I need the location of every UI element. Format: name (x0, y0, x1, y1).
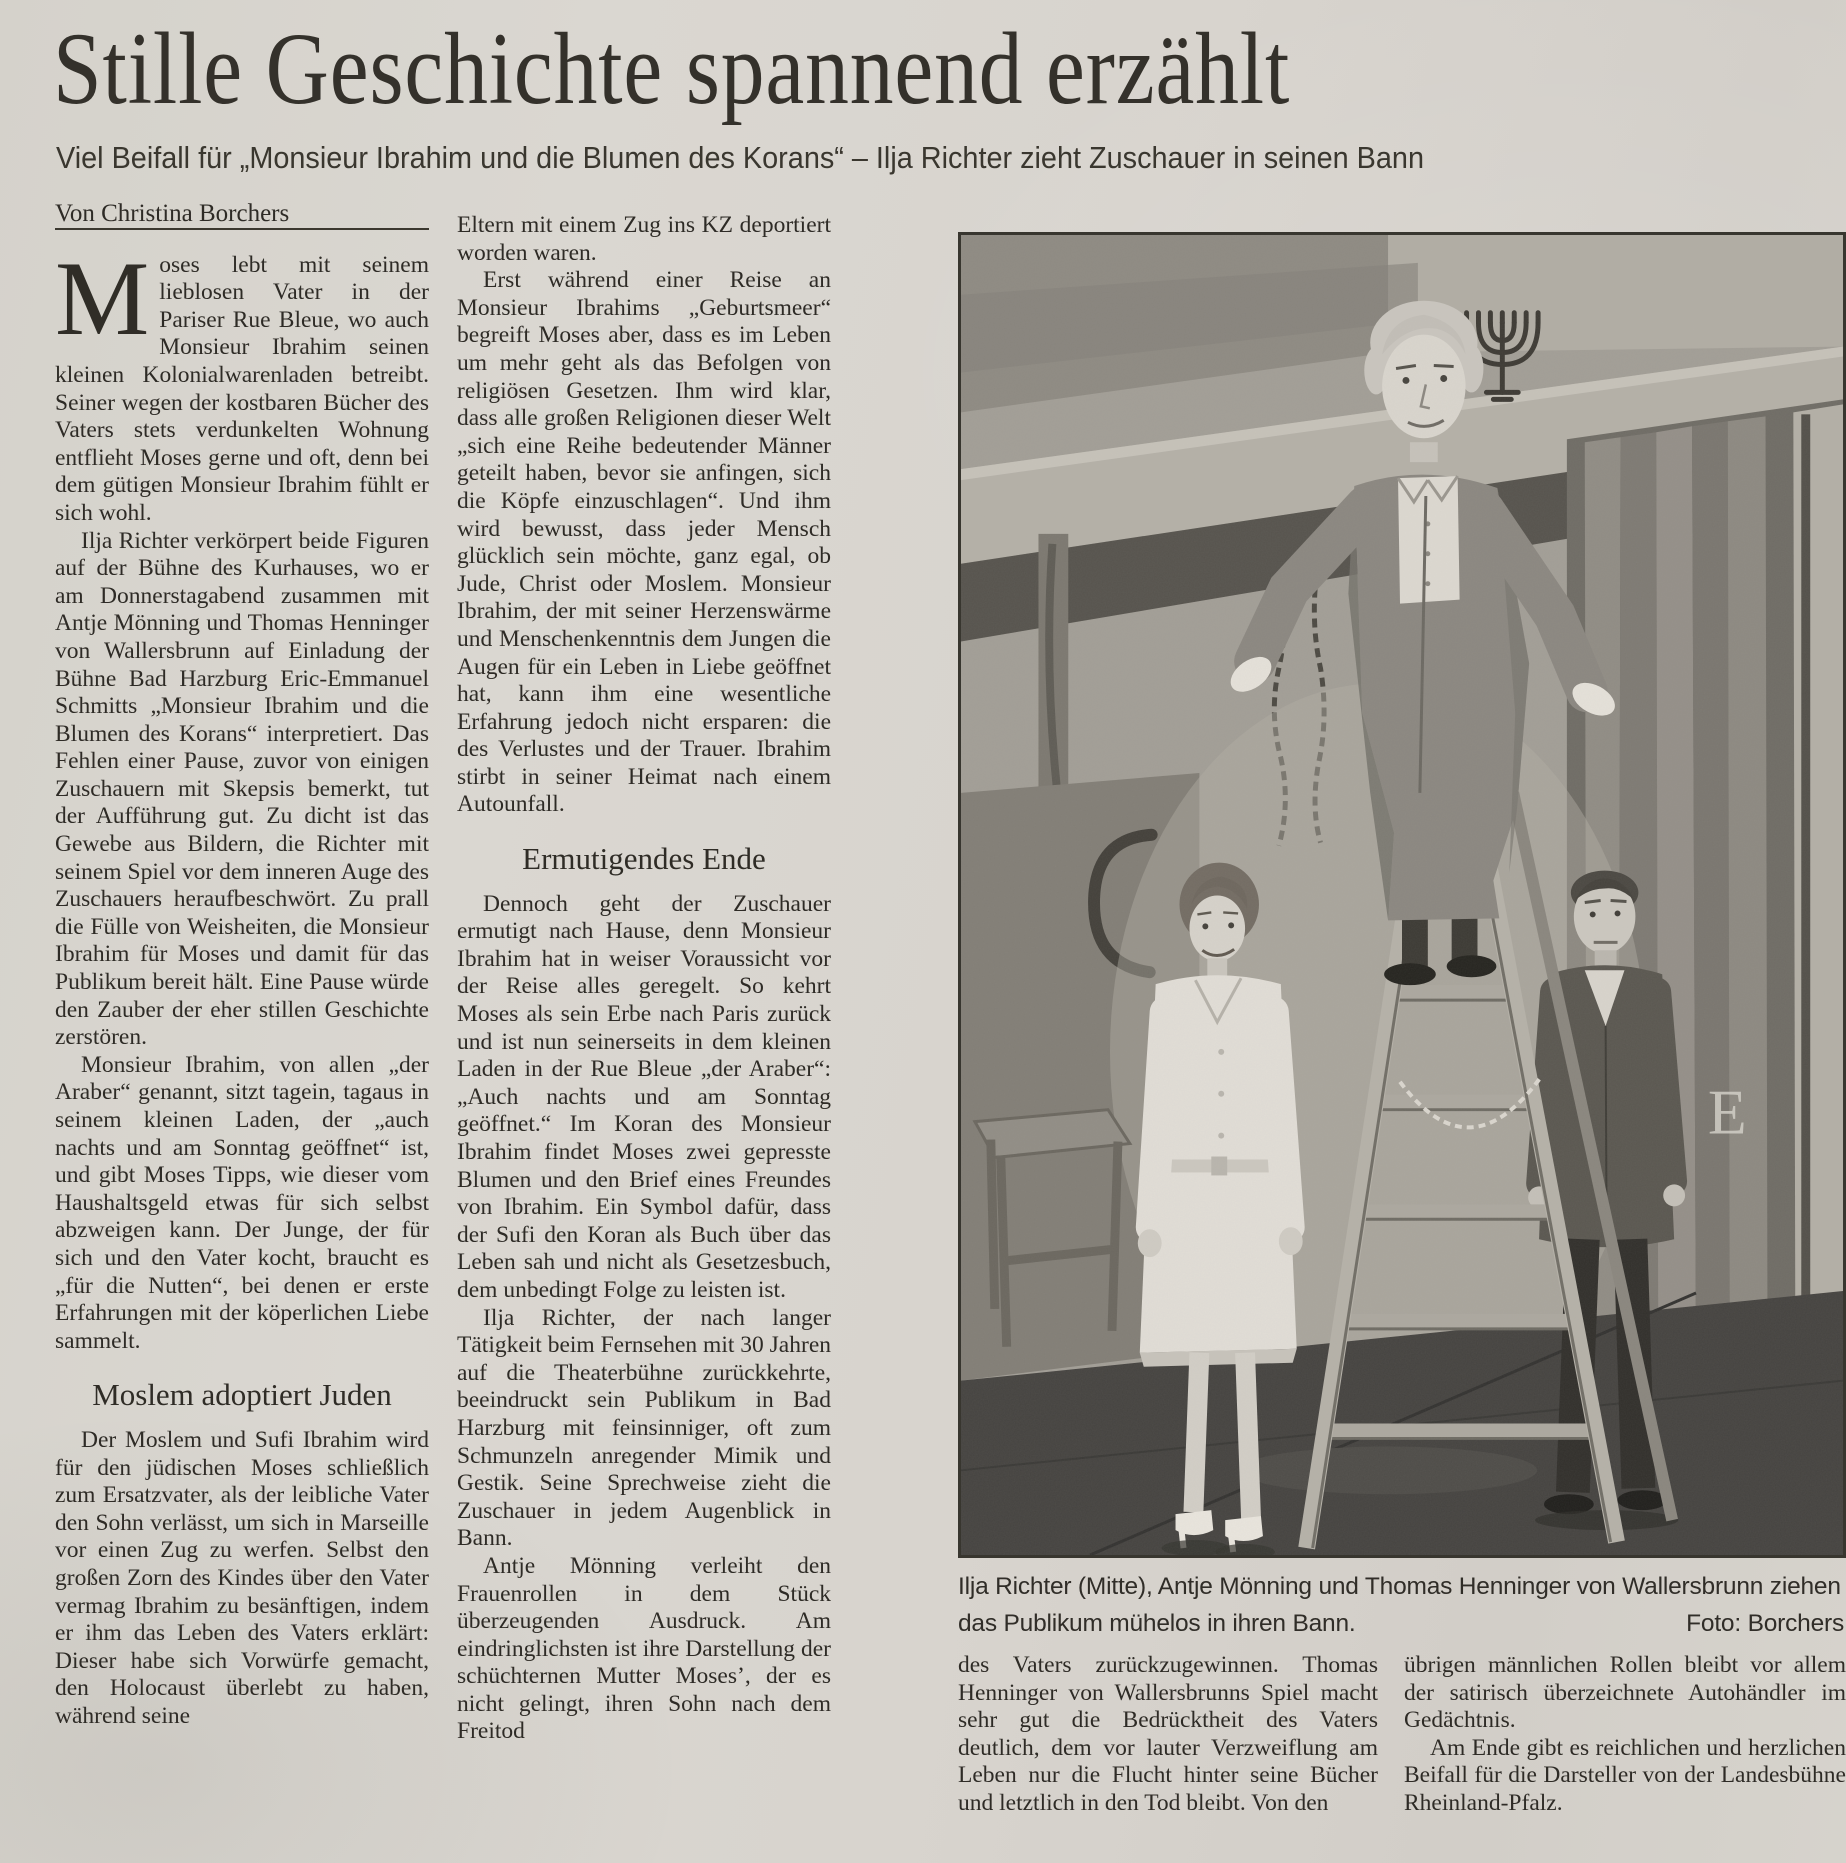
paragraph: Der Moslem und Sufi Ibrahim wird für den jüdischen Moses schließlich zum Ersatzvater, als der leibliche Vater den Sohn verlässt, um sich in Marseille vor einen Zug zu werfen. Selbst den großen Zorn des Kindes über den Vater vermag Ibrahim zu besänftigen, indem er ihm das Leben des Vaters erklärt: Dieser habe sich Vorwürfe gemacht, den Holocaust überlebt zu haben, während seine (55, 1426, 429, 1729)
paragraph (55, 239, 429, 528)
paragraph: Ilja Richter verkörpert beide Figuren auf der Bühne des Kurhauses, wo er am Donnerstagabend zusammen mit Antje Mönning und Thomas Henninger von Wallersbrunn auf Einladung der Bühne Bad Harzburg Eric-Emmanuel Schmitts „Monsieur Ibrahim und die Blumen des Korans“ interpretiert. Das Fehlen einer Pause, zuvor von einigen Zuschauern mit Skepsis bemerkt, tut der Aufführung gut. Zu dicht ist das Gewebe aus Bildern, die Richter mit seinem Spiel vor dem inneren Auge des Zuschauers heraufbeschwört. Zu prall die Fülle von Weisheiten, die Monsieur Ibrahim für Moses und damit für das Publikum bereit hält. Eine Pause würde den Zauber der eher stillen Geschichte zerstören. (55, 527, 429, 1051)
paragraph: Monsieur Ibrahim, von allen „der Araber“ genannt, sitzt tagein, tagaus in seinem kleinen Laden, der „auch nachts und am Sonntag geöffnet“ ist, und gibt Moses Tipps, wie dieser vom Haushaltsgeld etwas für sich selbst abzweigen kann. Der Junge, der für sich und den Vater kocht, braucht es „für die Nutten“, bei denen er erste Erfahrungen mit der köperlichen Liebe sammelt. (55, 1051, 429, 1354)
photo-caption-block (958, 1568, 1846, 1642)
byline-rule (55, 228, 429, 230)
column-1 (55, 200, 429, 1845)
photo-caption: Ilja Richter (Mitte), Antje Mönning und Thomas Henninger von Wallersbrunn ziehen das Publikum mühelos in ihren Bann. (958, 1573, 1841, 1637)
prop-letter-e: E (1707, 1076, 1747, 1148)
column-3-bottom (958, 1652, 1378, 1857)
stage-photo-scene (961, 235, 1843, 1555)
paragraph: Erst während einer Reise an Monsieur Ibrahims „Geburtsmeer“ begreift Moses aber, dass es im Leben um mehr geht als das Befolgen von religiösen Gesetzen. Ihm wird klar, dass alle großen Religionen dieser Welt „sich eine Reihe bedeutender Männer geteilt haben, bevor sie anfingen, sich die Köpfe einzuschlagen“. Und ihm wird bewusst, dass jeder Mensch glücklich sein möchte, ganz egal, ob Jude, Christ oder Moslem. Monsieur Ibrahim, der mit seiner Herzenswärme und Menschenkenntnis dem Jungen die Augen für ein Leben in Liebe geöffnet hat, kann ihm eine wesentliche Erfahrung jedoch nicht ersparen: die des Verlustes und der Trauer. Ibrahim stirbt in seiner Heimat nach einem Autounfall. (457, 267, 831, 818)
photo-credit: Foto: Borchers (1686, 1610, 1844, 1637)
column-2 (457, 212, 831, 1846)
column-4-bottom (1404, 1652, 1846, 1857)
section-heading: Ermutigendes Ende (522, 841, 766, 877)
drop-cap: M (55, 239, 150, 357)
photo-grain (961, 235, 1843, 1555)
paragraph: Am Ende gibt es reichlichen und herzlichen Beifall für die Darsteller von der Landesbühne Rheinland-Pfalz. (1404, 1734, 1846, 1816)
headline: Stille Geschichte spannend erzählt (53, 12, 1291, 126)
paragraph: Ilja Richter, der nach langer Tätigkeit beim Fernsehen mit 30 Jahren auf die Theaterbühne zurückkehrte, beeindruckt sein Publikum in Bad Harzburg mit feinsinniger, oft zum Schmunzeln anregender Mimik und Gestik. Seine Sprechweise zieht die Zuschauer in jedem Augenblick in Bann. (457, 1304, 831, 1552)
paragraph: Eltern mit einem Zug ins KZ deportiert worden waren. (457, 212, 831, 266)
paragraph: Antje Mönning verleiht den Frauenrollen in dem Stück überzeugenden Ausdruck. Am eindringlichsten ist ihre Darstellung der schüchternen Mutter Moses’, der es nicht gelingt, ihren Sohn nach dem Freitod (457, 1552, 831, 1745)
subheadline: Viel Beifall für „Monsieur Ibrahim und die Blumen des Korans“ – Ilja Richter zieht Zuschauer in seinen Bann (56, 140, 1425, 175)
paragraph: übrigen männlichen Rollen bleibt vor allem der satirisch überzeichnete Autohändler im Gedächtnis. (1404, 1652, 1846, 1734)
paragraph: des Vaters zurückzugewinnen. Thomas Henninger von Wallersbrunns Spiel macht sehr gut die Bedrücktheit des Vaters deutlich, dem vor lauter Verzweiflung am Leben nur die Flucht hinter seine Bücher und letztlich in den Tod bleibt. Von den (958, 1652, 1378, 1816)
stage-photo (958, 232, 1846, 1558)
paragraph-text: oses lebt mit seinem lieblosen Vater in der Pariser Rue Bleue, wo auch Monsieur Ibrahim seinen kleinen Kolonialwarenladen betreibt. Seiner wegen der kostbaren Bücher des Vaters stets verdunkelten Wohnung entflieht Moses gerne und oft, denn bei dem gütigen Monsieur Ibrahim fühlt er sich wohl. (55, 251, 429, 526)
byline: Von Christina Borchers (55, 200, 290, 227)
section-heading: Moslem adoptiert Juden (92, 1377, 392, 1413)
paragraph: Dennoch geht der Zuschauer ermutigt nach Hause, denn Monsieur Ibrahim hat in weiser Voraussicht vor der Reise alles geregelt. So kehrt Moses als sein Erbe nach Paris zurück und ist nun seinerseits in dem kleinen Laden in der Rue Bleue „der Araber“: „Auch nachts und am Sonntag geöffnet.“ Im Koran des Monsieur Ibrahim findet Moses zwei gepresste Blumen und den Brief eines Freundes von Ibrahim. Ein Symbol dafür, dass der Sufi den Koran als Buch über das Leben sah und nicht als Gesetzesbuch, dem unbedingt Folge zu leisten ist. (457, 890, 831, 1303)
